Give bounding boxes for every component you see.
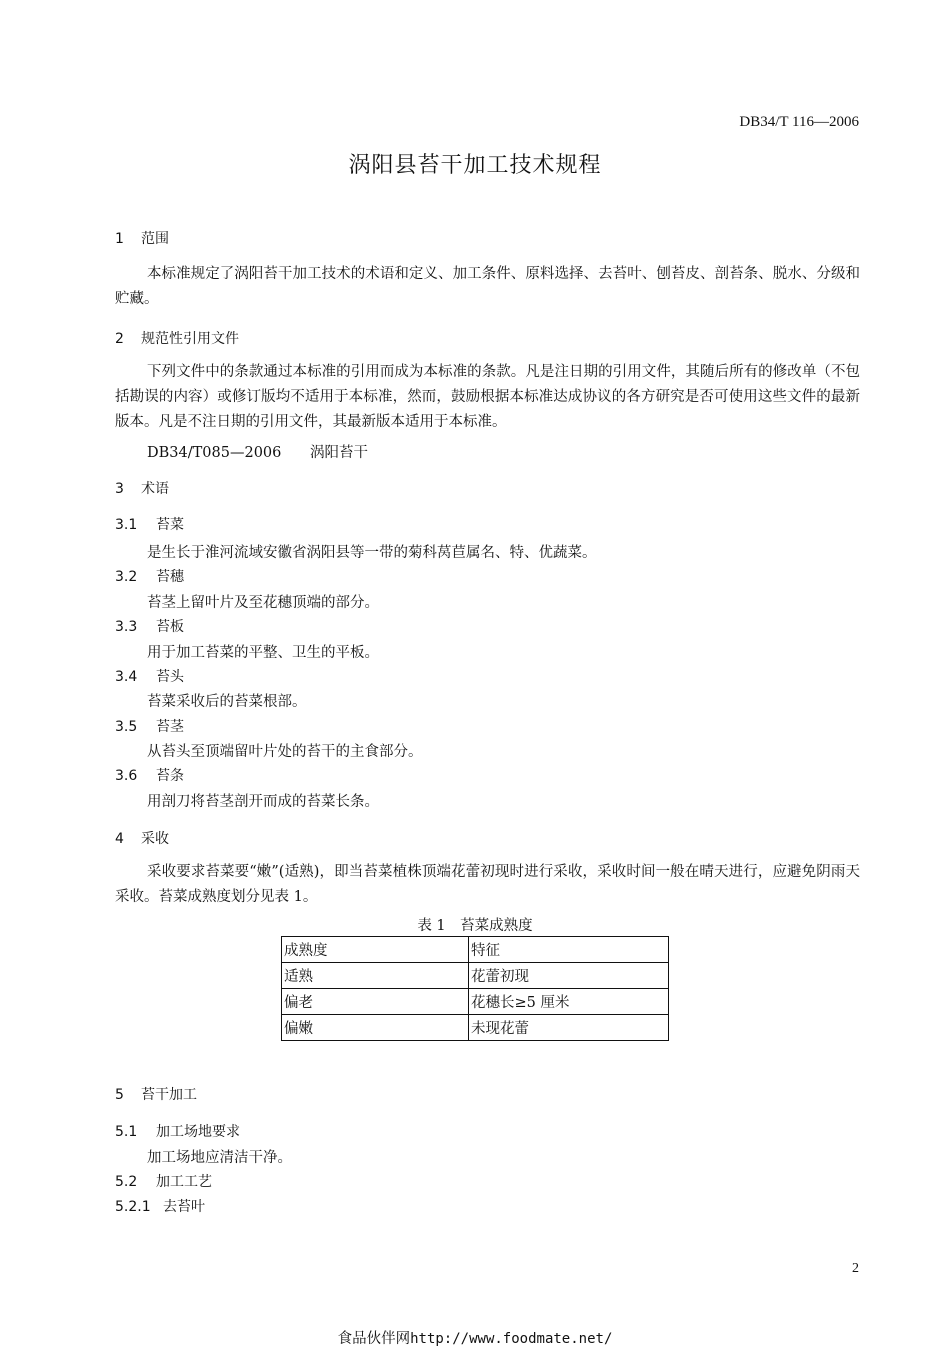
- table-cell: 偏老: [282, 989, 469, 1015]
- section-number: 2: [115, 331, 124, 347]
- section-title: 苔干加工: [141, 1087, 197, 1103]
- section-number: 1: [115, 231, 124, 247]
- section-title: 采收: [141, 831, 169, 847]
- section-4-body: 采收要求苔菜要“嫩”(适熟)，即当苔菜植株顶端花蕾初现时进行采收，采收时间一般在晴天进行，应避免阴雨天采收。苔菜成熟度划分见表 1。: [115, 864, 860, 905]
- maturity-table: [281, 936, 669, 1041]
- term-3-6-heading: [115, 765, 184, 785]
- section-title: 加工工艺: [156, 1174, 212, 1190]
- table-row: [282, 989, 669, 1015]
- section-title: 加工场地要求: [156, 1124, 240, 1140]
- section-5-1-heading: [115, 1121, 240, 1141]
- term-3-4-definition: 苔菜采收后的苔菜根部。: [147, 694, 307, 710]
- term-number: 3.1: [115, 517, 138, 533]
- term-3-1-definition: 是生长于淮河流域安徽省涡阳县等一带的菊科莴苣属名、特、优蔬菜。: [147, 545, 597, 561]
- table-row: [282, 1015, 669, 1041]
- term-3-3-heading: [115, 616, 184, 636]
- section-4-heading: [115, 828, 169, 848]
- table-cell: 花蕾初现: [469, 963, 669, 989]
- term-3-6-definition: 用剖刀将苔茎剖开而成的苔菜长条。: [147, 794, 379, 810]
- section-5-2-heading: [115, 1171, 212, 1191]
- table-header-cell: 特征: [469, 937, 669, 963]
- section-3-heading: [115, 478, 169, 498]
- term-number: 3.3: [115, 619, 138, 635]
- document-title: 涡阳县苔干加工技术规程: [348, 153, 602, 178]
- term-name: 苔条: [156, 768, 184, 784]
- section-number: 5: [115, 1087, 124, 1103]
- term-number: 3.4: [115, 669, 138, 685]
- page-number: 2: [852, 1261, 859, 1276]
- term-name: 苔菜: [156, 517, 184, 533]
- term-3-1-heading: [115, 514, 184, 534]
- table-cell: 未现花蕾: [469, 1015, 669, 1041]
- section-1-body: 本标准规定了涡阳苔干加工技术的术语和定义、加工条件、原料选择、去苔叶、刨苔皮、剖苔条、脱水、分级和贮藏。: [115, 266, 860, 307]
- term-3-2-definition: 苔茎上留叶片及至花穗顶端的部分。: [147, 595, 379, 611]
- term-3-3-definition: 用于加工苔菜的平整、卫生的平板。: [147, 645, 379, 661]
- reference-title: 涡阳苔干: [310, 445, 368, 461]
- term-number: 3.6: [115, 768, 138, 784]
- term-3-2-heading: [115, 566, 184, 586]
- table-header-row: [282, 937, 669, 963]
- section-5-heading: [115, 1084, 197, 1104]
- term-3-4-heading: [115, 666, 184, 686]
- section-number: 5.1: [115, 1124, 138, 1140]
- term-name: 苔头: [156, 669, 184, 685]
- section-title: 术语: [141, 481, 169, 497]
- table-cell: 花穗长≥5 厘米: [469, 989, 669, 1015]
- section-title: 范围: [141, 231, 169, 247]
- term-3-5-definition: 从苔头至顶端留叶片处的苔干的主食部分。: [147, 744, 423, 760]
- section-number: 4: [115, 831, 124, 847]
- term-name: 苔板: [156, 619, 184, 635]
- table-1-caption: 表 1 苔菜成熟度: [417, 918, 533, 934]
- footer-site-name: 食品伙伴网: [337, 1331, 411, 1347]
- table-cell: 偏嫩: [282, 1015, 469, 1041]
- term-name: 苔茎: [156, 719, 184, 735]
- standard-number: DB34/T 116—2006: [739, 114, 859, 130]
- footer: [0, 1327, 950, 1348]
- table-row: [282, 963, 669, 989]
- reference-code: DB34/T085—2006: [147, 445, 282, 461]
- table-header-cell: 成熟度: [282, 937, 469, 963]
- term-name: 苔穗: [156, 569, 184, 585]
- section-2-body: 下列文件中的条款通过本标准的引用而成为本标准的条款。凡是注日期的引用文件，其随后所有的修改单（不包括勘误的内容）或修订版均不适用于本标准，然而，鼓励根据本标准达成协议的各方研究是否可使用这些文件的最新版本。凡是不注日期的引用文件，其最新版本适用于本标准。: [115, 364, 860, 430]
- section-5-1-body: 加工场地应清洁干净。: [147, 1150, 292, 1166]
- section-number: 3: [115, 481, 124, 497]
- term-number: 3.2: [115, 569, 138, 585]
- section-1-heading: [115, 228, 169, 248]
- table-cell: 适熟: [282, 963, 469, 989]
- section-title: 去苔叶: [163, 1199, 205, 1215]
- normative-reference: [147, 441, 368, 462]
- section-5-2-1-heading: [115, 1196, 205, 1216]
- section-title: 规范性引用文件: [141, 331, 239, 347]
- section-number: 5.2.1: [115, 1199, 151, 1215]
- term-3-5-heading: [115, 716, 184, 736]
- footer-url-link[interactable]: http://www.foodmate.net/: [410, 1331, 613, 1347]
- section-2-heading: [115, 328, 239, 348]
- section-number: 5.2: [115, 1174, 138, 1190]
- term-number: 3.5: [115, 719, 138, 735]
